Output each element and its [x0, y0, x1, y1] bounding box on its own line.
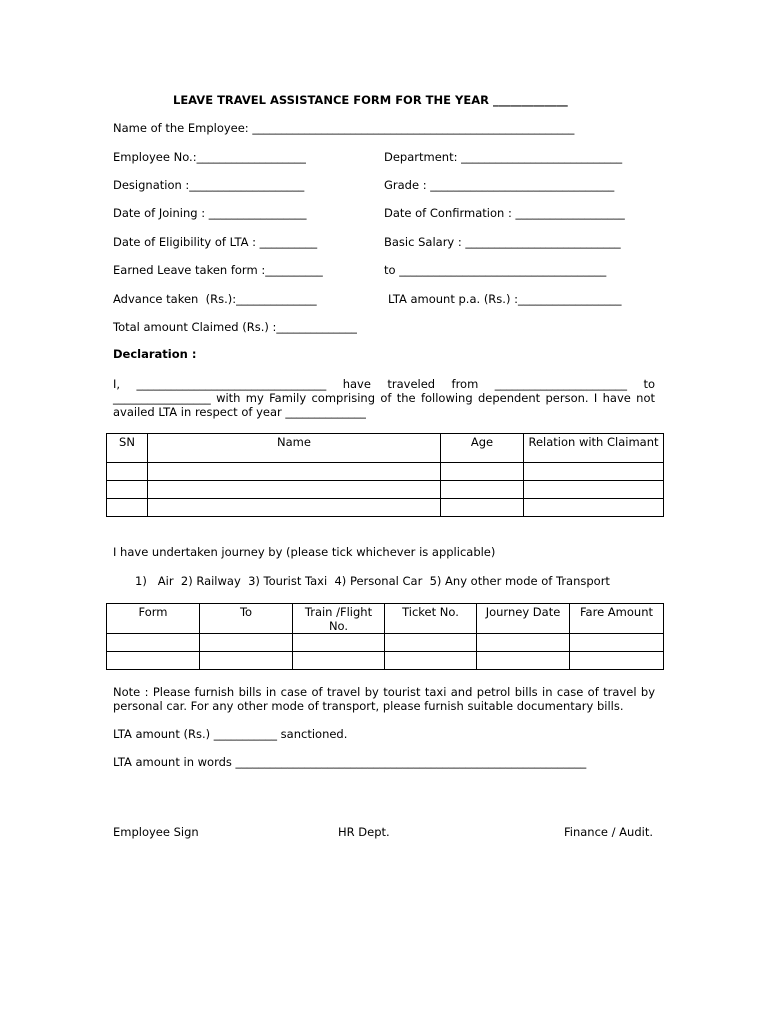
lta-sanctioned-field[interactable]: LTA amount (Rs.) ___________ sanctioned. [113, 727, 348, 741]
dependents-table [106, 433, 664, 517]
employee-name-field[interactable]: Name of the Employee: ________________________________________________________ [113, 121, 575, 135]
lta-amount-words-field[interactable]: LTA amount in words _____________________________________________________________ [113, 755, 587, 769]
column-header-form: Form [107, 604, 200, 634]
column-header-train-flight: Train /Flight No. [293, 604, 385, 634]
date-of-confirmation-field[interactable]: Date of Confirmation : ___________________ [384, 206, 625, 220]
table-cell[interactable] [107, 634, 200, 652]
declaration-heading: Declaration : [113, 347, 197, 361]
table-cell[interactable] [441, 481, 524, 499]
table-cell[interactable] [107, 652, 200, 670]
department-field[interactable]: Department: ____________________________ [384, 150, 623, 164]
earned-leave-field[interactable]: Earned Leave taken form :__________ [113, 263, 323, 277]
form-title: LEAVE TRAVEL ASSISTANCE FORM FOR THE YEAR _____________ [173, 93, 568, 107]
designation-field[interactable]: Designation :____________________ [113, 178, 305, 192]
column-header-to: To [200, 604, 293, 634]
hr-dept-label: HR Dept. [338, 825, 390, 839]
grade-field[interactable]: Grade : ________________________________ [384, 178, 615, 192]
table-cell[interactable] [477, 652, 570, 670]
finance-audit-label: Finance / Audit. [564, 825, 653, 839]
transport-modes[interactable]: 1) Air 2) Railway 3) Tourist Taxi 4) Personal Car 5) Any other mode of Transport [135, 574, 610, 588]
travel-table [106, 603, 664, 670]
table-row [107, 499, 664, 517]
date-of-joining-field[interactable]: Date of Joining : _________________ [113, 206, 307, 220]
table-cell[interactable] [293, 652, 385, 670]
note-text: Note : Please furnish bills in case of travel by tourist taxi and petrol bills in case of travel by personal car. For any other mode of transport, please furnish suitable documentary bills. [113, 685, 655, 713]
column-header-ticket-no: Ticket No. [385, 604, 477, 634]
travel-table-header [107, 604, 664, 634]
column-header-name: Name [148, 434, 441, 463]
dependents-table-header [107, 434, 664, 463]
table-cell[interactable] [524, 481, 664, 499]
table-cell[interactable] [570, 652, 664, 670]
table-cell[interactable] [385, 634, 477, 652]
column-header-fare-amount: Fare Amount [570, 604, 664, 634]
basic-salary-field[interactable]: Basic Salary : ___________________________ [384, 235, 621, 249]
table-row [107, 481, 664, 499]
table-cell[interactable] [477, 634, 570, 652]
table-cell[interactable] [200, 652, 293, 670]
declaration-text[interactable]: I, _________________________________ have traveled from _______________________ to _________________ with my Family comprising of the following dependent person. I have not availed LTA in respect of year ______________ [113, 377, 655, 419]
advance-taken-field[interactable]: Advance taken (Rs.):______________ [113, 292, 317, 306]
table-cell[interactable] [524, 463, 664, 481]
table-cell[interactable] [441, 463, 524, 481]
table-cell[interactable] [293, 634, 385, 652]
table-cell[interactable] [441, 499, 524, 517]
table-row [107, 652, 664, 670]
date-of-eligibility-field[interactable]: Date of Eligibility of LTA : __________ [113, 235, 318, 249]
column-header-relation: Relation with Claimant [524, 434, 664, 463]
table-cell[interactable] [148, 481, 441, 499]
employee-no-field[interactable]: Employee No.:___________________ [113, 150, 306, 164]
table-cell[interactable] [200, 634, 293, 652]
lta-amount-pa-field[interactable]: LTA amount p.a. (Rs.) :__________________ [388, 292, 622, 306]
column-header-journey-date: Journey Date [477, 604, 570, 634]
table-cell[interactable] [385, 652, 477, 670]
column-header-sn: SN [107, 434, 148, 463]
journey-intro: I have undertaken journey by (please tick whichever is applicable) [113, 545, 496, 559]
table-cell[interactable] [148, 499, 441, 517]
total-claimed-field[interactable]: Total amount Claimed (Rs.) :______________ [113, 320, 357, 334]
table-cell[interactable] [148, 463, 441, 481]
leave-to-field[interactable]: to ____________________________________ [384, 263, 607, 277]
table-cell[interactable] [570, 634, 664, 652]
table-cell[interactable] [107, 481, 148, 499]
table-cell[interactable] [524, 499, 664, 517]
table-cell[interactable] [107, 463, 148, 481]
employee-sign-label: Employee Sign [113, 825, 199, 839]
table-cell[interactable] [107, 499, 148, 517]
table-row [107, 463, 664, 481]
column-header-age: Age [441, 434, 524, 463]
table-row [107, 634, 664, 652]
